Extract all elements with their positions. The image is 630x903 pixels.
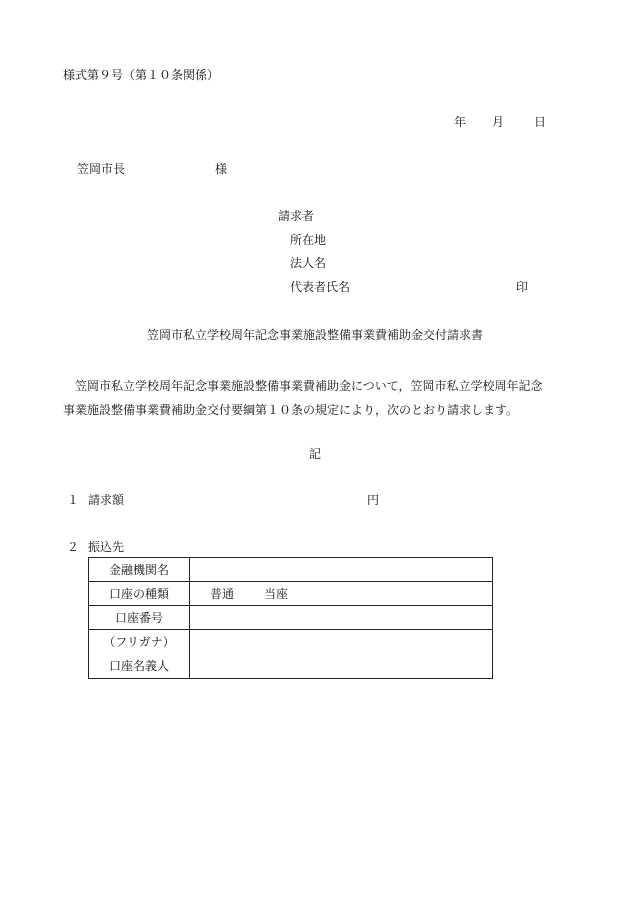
bank-info-table <box>88 557 493 679</box>
item2-number: ２ <box>67 540 80 554</box>
account-type-current[interactable]: 当座 <box>264 587 289 601</box>
account-type-ordinary[interactable]: 普通 <box>210 587 235 601</box>
table-row <box>89 558 493 582</box>
date-day: 日 <box>534 115 547 129</box>
date-month: 月 <box>492 115 505 129</box>
account-type-label: 口座の種類 <box>89 582 190 606</box>
date-year: 年 <box>454 115 467 129</box>
account-type-field[interactable] <box>190 582 493 606</box>
table-row <box>89 606 493 630</box>
account-holder-field[interactable] <box>190 630 493 679</box>
date-line <box>454 114 546 130</box>
yen-unit: 円 <box>367 493 380 507</box>
form-number: 様式第９号（第１０条関係） <box>63 68 220 82</box>
bank-name-field[interactable] <box>190 558 493 582</box>
requester-representative-label: 代表者氏名 <box>290 280 351 294</box>
account-number-label: 口座番号 <box>89 606 190 630</box>
account-holder-label <box>89 630 190 679</box>
item1-label: 請求額 <box>88 493 125 507</box>
item2-label: 振込先 <box>88 540 125 554</box>
body-line-2: 事業施設整備事業費補助金交付要綱第１０条の規定により，次のとおり請求します。 <box>63 403 519 417</box>
addressee <box>77 161 227 177</box>
holder-label: 口座名義人 <box>108 659 169 673</box>
furigana-label: （フリガナ） <box>103 635 175 649</box>
table-row <box>89 630 493 679</box>
table-row <box>89 582 493 606</box>
ki-heading: 記 <box>308 447 321 461</box>
requester-label: 請求者 <box>278 209 315 223</box>
body-line-1: 笠岡市私立学校周年記念事業施設整備事業費補助金について，笠岡市私立学校周年記念 <box>63 379 543 393</box>
addressee-honorific: 様 <box>215 162 228 176</box>
seal-mark: 印 <box>516 280 529 294</box>
bank-name-label: 金融機関名 <box>89 558 190 582</box>
body-text <box>63 374 573 422</box>
item1-number: １ <box>67 493 80 507</box>
addressee-title: 笠岡市長 <box>77 162 126 176</box>
requester-corp-name-label: 法人名 <box>290 256 327 270</box>
document-title: 笠岡市私立学校周年記念事業施設整備事業費補助金交付請求書 <box>146 328 483 342</box>
requester-address-label: 所在地 <box>290 233 327 247</box>
account-number-field[interactable] <box>190 606 493 630</box>
